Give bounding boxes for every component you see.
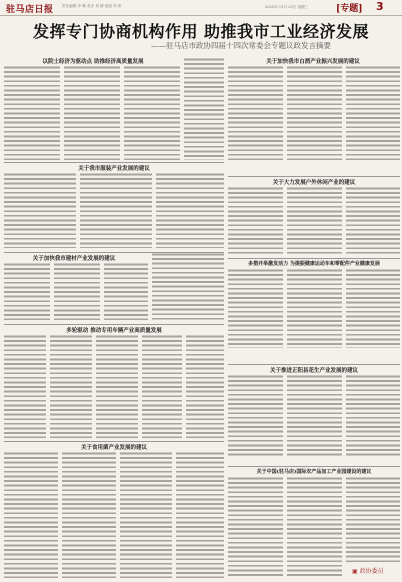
divider [4, 162, 224, 163]
article-body-5b [54, 262, 100, 320]
article-heading-2: 关于加快我市白酒产业振兴发展的建议 [266, 59, 360, 65]
article-heading-1: 以院士经济为驱动点 助推经济高质量发展 [42, 59, 144, 65]
article-body-6a [228, 268, 283, 348]
editor-credits: 责任编辑 李 琳 美术 刘 静 组版 李 妍 [62, 4, 122, 8]
page-subtitle: ——驻马店市政协四届十四次常委会专题议政发言摘要 [151, 41, 331, 50]
page-title: 发挥专门协商机构作用 助推我市工业经济发展 [32, 22, 370, 41]
article-body-5c [104, 262, 148, 320]
article-body-5d [152, 252, 224, 320]
article-body-8c [346, 374, 400, 456]
article-heading-3: 关于我市服装产业发展的建议 [78, 166, 150, 172]
divider [4, 324, 224, 325]
divider [228, 258, 400, 259]
divider [4, 441, 224, 442]
article-heading-10: 关于中国(驻马店)国际农产品加工产业园建设的建议 [256, 469, 372, 475]
article-heading-5: 关于加快我市建材产业发展的建议 [32, 256, 116, 262]
article-body-9c [120, 451, 172, 578]
masthead [0, 0, 402, 16]
article-body-7c [96, 334, 138, 438]
section-label: [专题] [336, 4, 363, 14]
article-heading-7: 多轮驱动 推动专用车辆产业高质量发展 [66, 328, 162, 334]
article-body-1b [64, 65, 120, 160]
article-body-2c [346, 65, 400, 160]
divider [228, 466, 400, 467]
article-body-9d [176, 451, 224, 578]
article-body-10c [346, 476, 400, 562]
article-heading-9: 关于食用菌产业发展的建议 [80, 445, 147, 451]
article-body-9a [4, 451, 58, 578]
article-body-8a [228, 374, 283, 456]
article-body-6b [287, 268, 342, 348]
page-number: 3 [376, 0, 384, 13]
article-heading-4: 关于大力发展户外休闲产业的建议 [272, 180, 356, 186]
article-body-7a [4, 334, 46, 438]
article-body-7b [50, 334, 92, 438]
article-body-5a [4, 262, 50, 320]
article-body-9b [62, 451, 116, 578]
article-heading-8: 关于推进正阳县花生产业发展的建议 [269, 368, 358, 374]
article-body-4b [287, 186, 342, 256]
issue-date: 2020年 11月 25日 星期三 [265, 5, 309, 9]
article-body-3a [4, 172, 76, 248]
article-body-8b [287, 374, 342, 456]
article-body-6c [346, 268, 400, 348]
article-body-1c [124, 65, 180, 160]
newspaper-logo: 驻马店日报 [6, 5, 54, 15]
article-body-1a [4, 65, 60, 160]
article-body-2a [228, 65, 283, 160]
divider [228, 364, 400, 365]
article-body-7e [186, 334, 224, 438]
article-body-4a [228, 186, 283, 256]
article-body-4c [346, 186, 400, 256]
article-body-1d [184, 57, 224, 160]
article-body-2b [287, 65, 342, 160]
article-body-3c [156, 172, 224, 248]
article-heading-6: 多措并举激发活力 为提振健康运动车和零配件产业健康发展 [248, 261, 380, 267]
divider [228, 176, 400, 177]
article-body-7d [142, 334, 182, 438]
article-body-3b [80, 172, 152, 248]
article-body-10a [228, 476, 283, 578]
watermark-logo: ▣ 政协委员 [352, 568, 384, 575]
article-body-10b [287, 476, 342, 578]
